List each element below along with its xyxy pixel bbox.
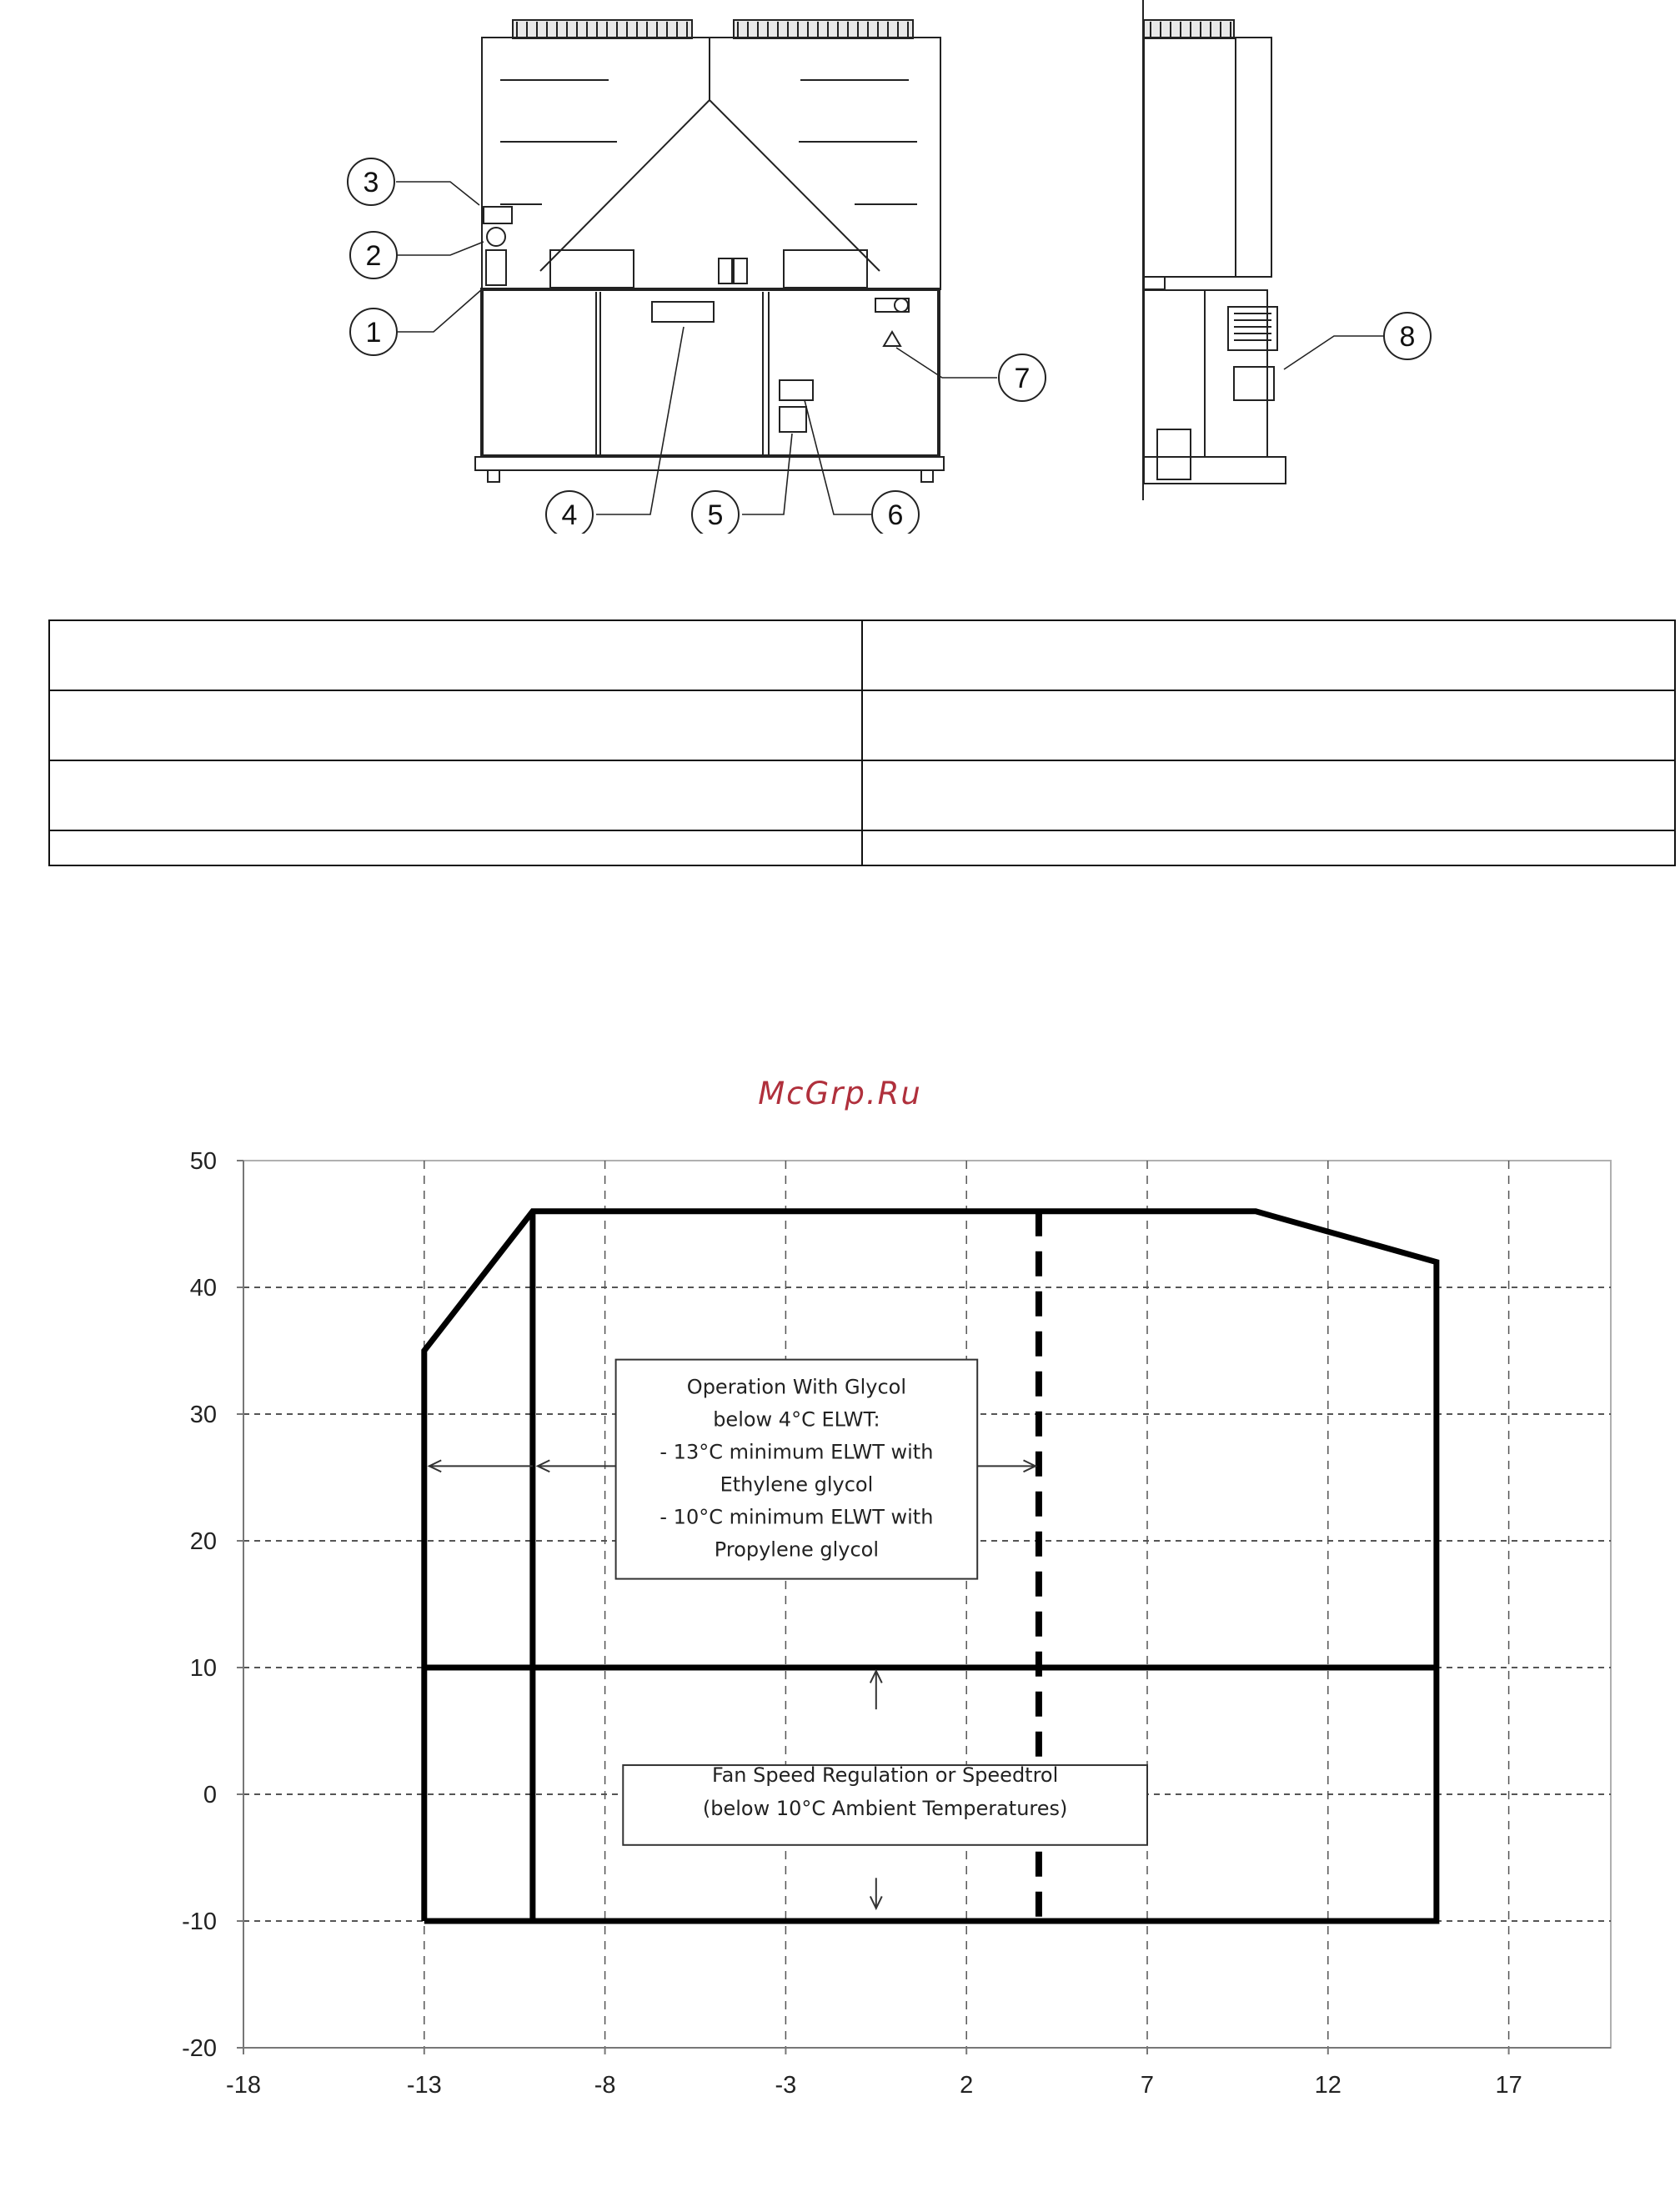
- callout-7: [999, 354, 1046, 401]
- operating-envelope-chart: [0, 1134, 1680, 2134]
- y-tick-label: 30: [189, 1402, 217, 1428]
- x-tick-label: 2: [960, 2072, 974, 2099]
- y-tick-label: 0: [203, 1782, 217, 1808]
- fan-grill-right: [734, 20, 913, 38]
- svg-text:2: 2: [365, 240, 382, 272]
- y-tick-label: 10: [189, 1655, 217, 1682]
- coil-housing: [482, 38, 940, 289]
- lower-panels: [475, 289, 944, 482]
- table-cell: [862, 620, 1675, 690]
- svg-text:4: 4: [561, 499, 578, 531]
- label-round-2: [487, 228, 505, 246]
- glycol-note: [616, 1360, 978, 1579]
- callout-6: [872, 491, 919, 534]
- unit-drawing: [0, 0, 1680, 534]
- table-cell: [49, 620, 862, 690]
- svg-text:7: 7: [1014, 363, 1031, 394]
- svg-text:8: 8: [1399, 321, 1416, 353]
- arrow-up-10c: [870, 1671, 882, 1709]
- y-tick-label: 40: [189, 1275, 217, 1302]
- glycol-note-line: Operation With Glycol: [686, 1375, 907, 1399]
- fan-note-line: Fan Speed Regulation or Speedtrol: [711, 1763, 1059, 1787]
- table-cell: [862, 760, 1675, 830]
- x-tick-label: 7: [1140, 2072, 1155, 2099]
- main-switch: [895, 298, 908, 312]
- label-table: [48, 619, 1676, 866]
- y-tick-label: 20: [189, 1528, 217, 1555]
- table-cell: [49, 760, 862, 830]
- table-row: [49, 760, 1675, 830]
- svg-text:6: 6: [887, 499, 904, 531]
- callout-1: [350, 308, 397, 355]
- x-tick-label: 12: [1314, 2072, 1341, 2099]
- arrow-to-4c-limit: [977, 1460, 1036, 1472]
- watermark: McGrp.Ru: [758, 1076, 922, 1111]
- table-row: [49, 620, 1675, 690]
- plot-frame: [243, 1161, 1611, 2048]
- label-plate-5: [780, 407, 806, 432]
- svg-text:5: 5: [707, 499, 724, 531]
- callout-4: [546, 491, 593, 534]
- tick-labels: [182, 1148, 1522, 2099]
- control-panel-label: [652, 302, 714, 322]
- glycol-note-line: - 13°C minimum ELWT with: [659, 1440, 934, 1464]
- label-plate-6: [780, 380, 813, 400]
- glycol-note-line: Ethylene glycol: [720, 1472, 874, 1497]
- table-row: [49, 830, 1675, 865]
- table-row: [49, 690, 1675, 760]
- callout-5: [692, 491, 739, 534]
- callout-8: [1384, 313, 1431, 359]
- warning-triangle: [884, 332, 900, 346]
- grid-lines: [243, 1161, 1611, 2048]
- x-tick-label: -8: [594, 2072, 616, 2099]
- svg-text:3: 3: [363, 167, 379, 198]
- y-tick-label: -20: [182, 2035, 217, 2062]
- fan-grill-left: [513, 20, 692, 38]
- table-cell: [49, 690, 862, 760]
- glycol-note-line: below 4°C ELWT:: [713, 1407, 880, 1432]
- glycol-note-line: - 10°C minimum ELWT with: [659, 1505, 934, 1529]
- callout-3: [348, 158, 394, 205]
- fan-note-line: (below 10°C Ambient Temperatures): [702, 1796, 1068, 1820]
- x-tick-label: -18: [226, 2072, 261, 2099]
- arrow-to-ethylene-limit: [429, 1460, 533, 1472]
- x-tick-label: -3: [775, 2072, 797, 2099]
- fan-note: [623, 1763, 1147, 1845]
- label-plate-3: [484, 207, 512, 223]
- table-cell: [862, 690, 1675, 760]
- svg-text:1: 1: [365, 317, 382, 349]
- y-tick-label: 50: [189, 1148, 217, 1175]
- arrow-down: [870, 1878, 882, 1908]
- table-cell: [49, 830, 862, 865]
- callout-2: [350, 232, 397, 278]
- x-tick-label: -13: [406, 2072, 442, 2099]
- glycol-note-line: Propylene glycol: [714, 1537, 880, 1562]
- arrow-to-propylene-limit: [538, 1460, 616, 1472]
- label-plate-1: [486, 250, 506, 285]
- side-view: [1143, 0, 1286, 500]
- table-cell: [862, 830, 1675, 865]
- x-tick-label: 17: [1495, 2072, 1522, 2099]
- y-tick-label: -10: [182, 1909, 217, 1935]
